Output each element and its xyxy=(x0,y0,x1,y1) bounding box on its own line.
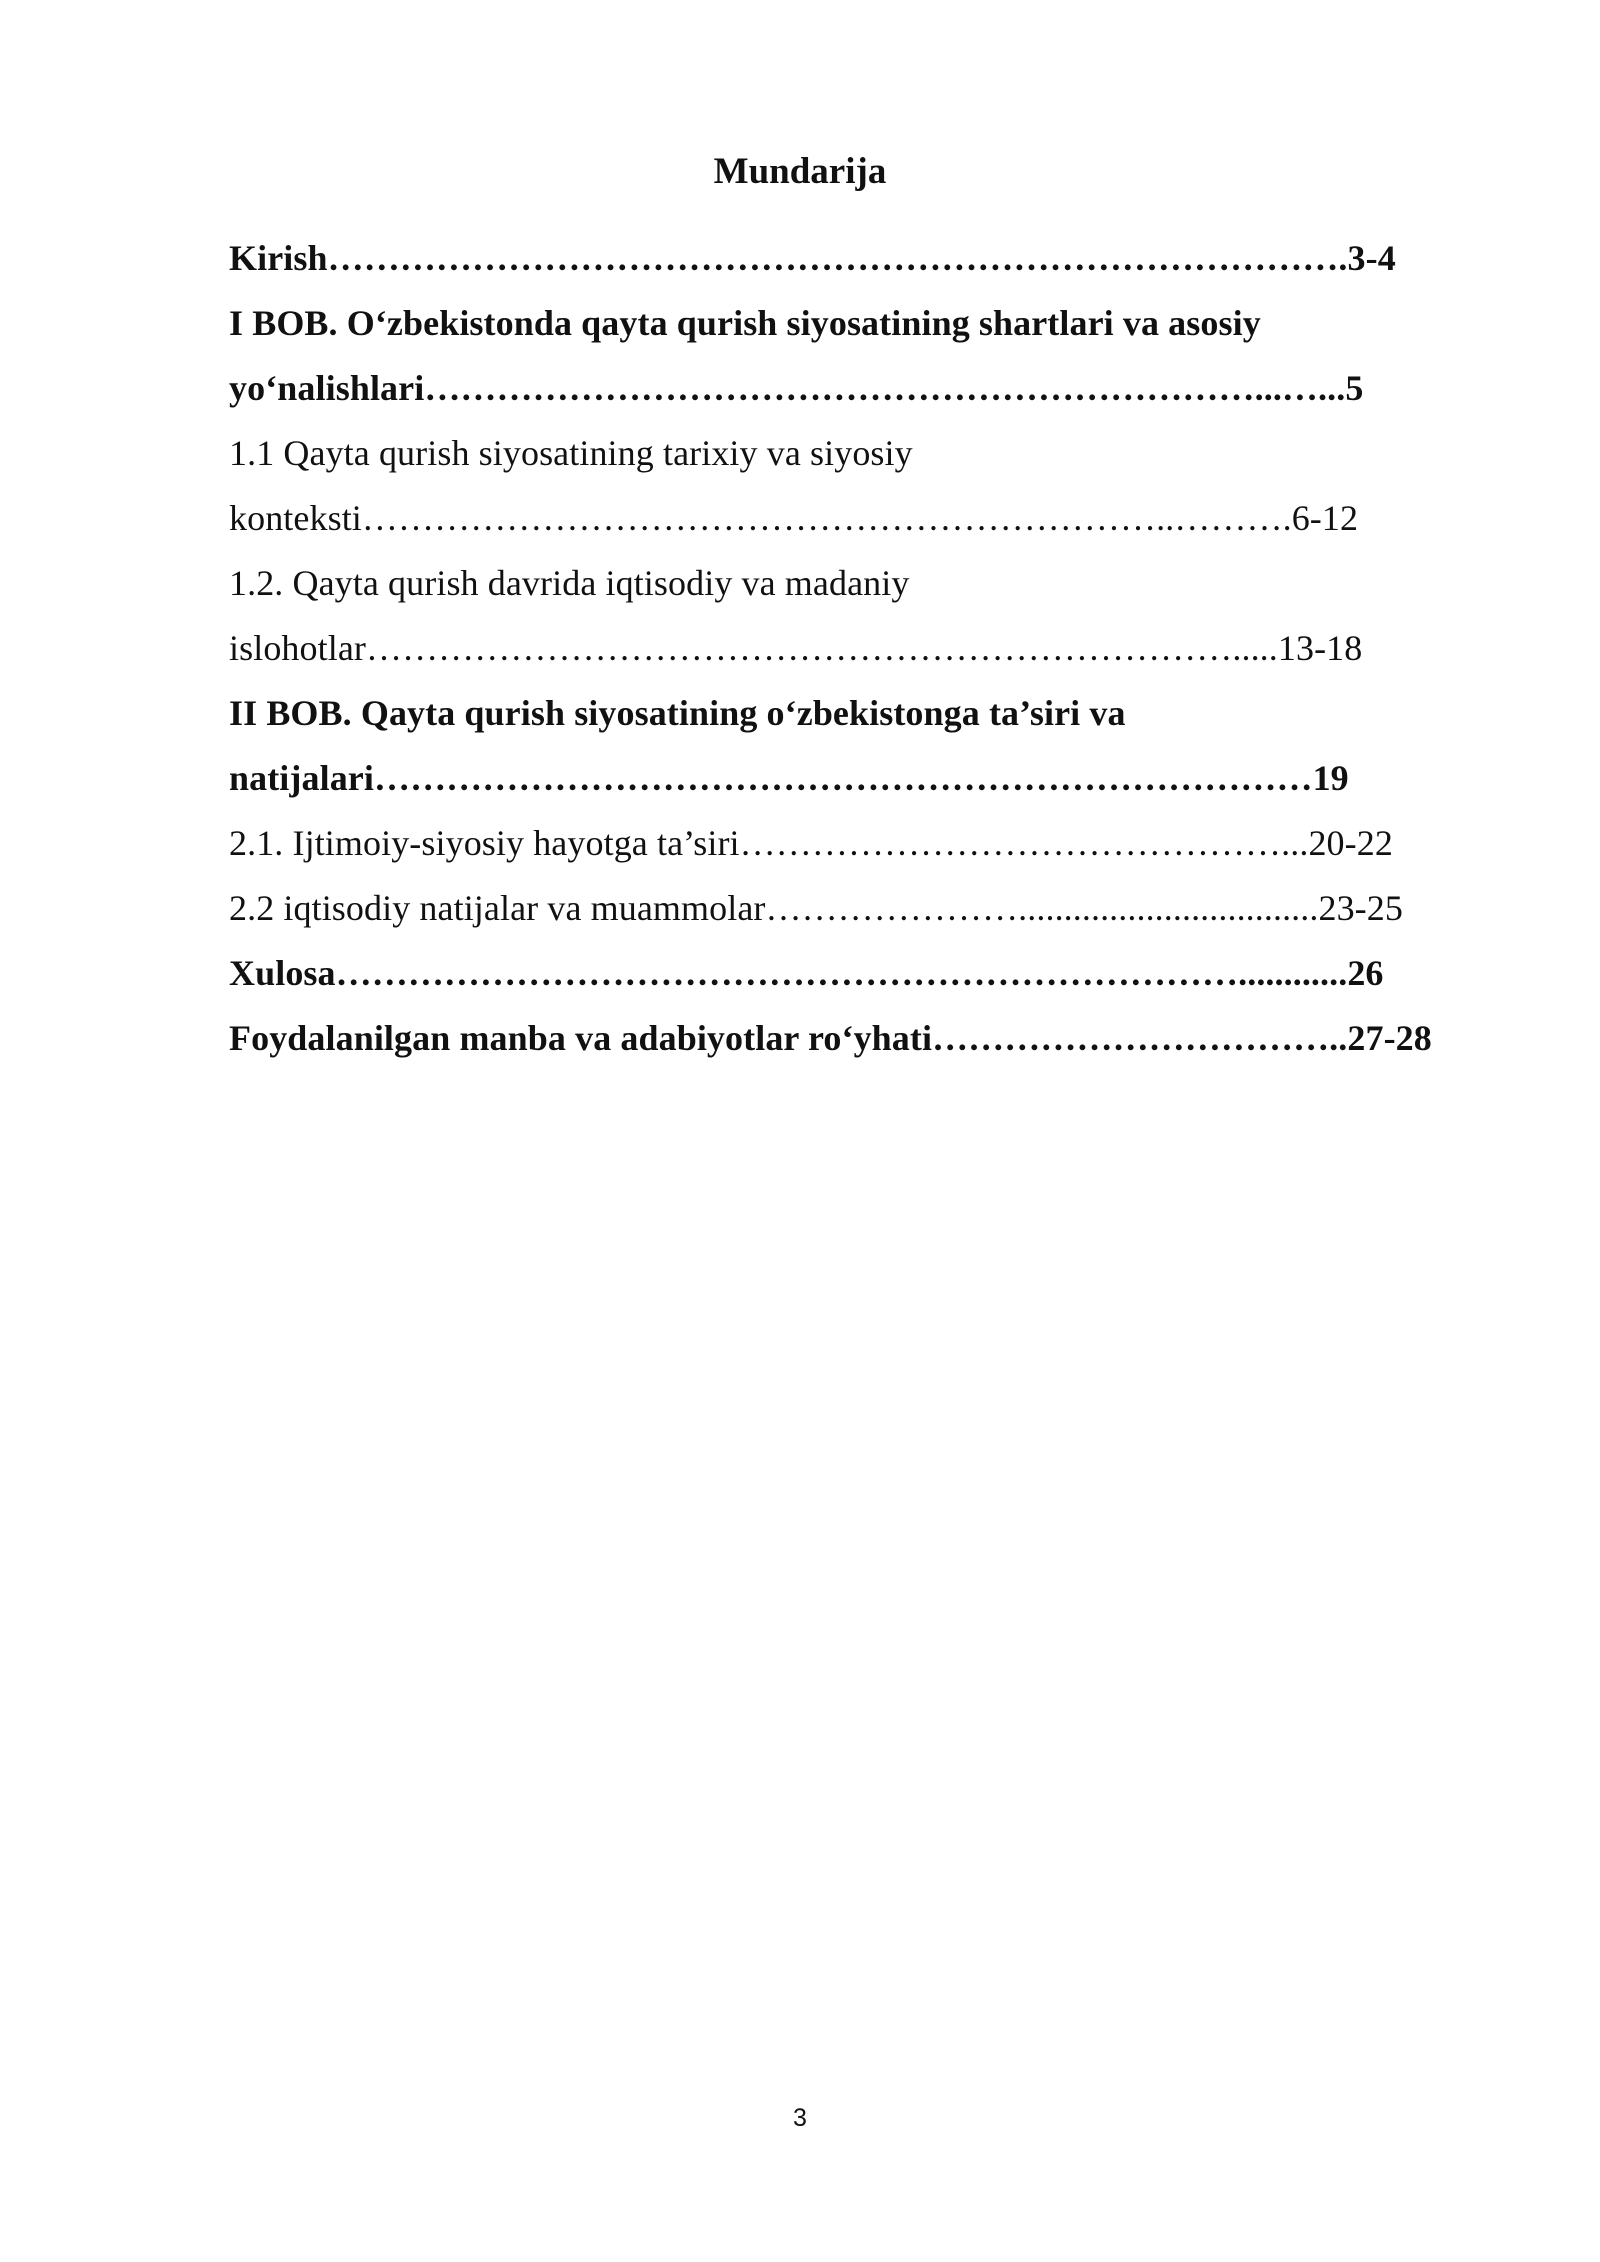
toc-entry-chapter-1-line-2: yo‘nalishlari……………………………………………………………...…...5 xyxy=(229,368,1364,408)
toc-entry-xulosa: Xulosa…………………………………………………………………............26 xyxy=(229,953,1384,993)
toc-entry-section-1-1-line-2: konteksti…………………………………………………………..……….6-12 xyxy=(229,498,1359,538)
page-number: 3 xyxy=(793,2104,807,2132)
toc-entry-chapter-2-line-1: II BOB. Qayta qurish siyosatining o‘zbekistonga ta’siri va xyxy=(229,693,1126,733)
toc-entry-section-1-2-line-1: 1.2. Qayta qurish davrida iqtisodiy va madaniy xyxy=(229,563,910,603)
toc-entry-references: Foydalanilgan manba va adabiyotlar ro‘yhati……………………………..27-28 xyxy=(229,1018,1432,1058)
toc-entry-chapter-1-line-1: I BOB. O‘zbekistonda qayta qurish siyosatining shartlari va asosiy xyxy=(229,303,1261,343)
table-of-contents xyxy=(229,226,1485,1071)
toc-entry-chapter-2-line-2: natijalari……………………………………………………………………19 xyxy=(229,758,1349,798)
toc-entry-section-2-2: 2.2 iqtisodiy natijalar va muammolar………………….................................23-25 xyxy=(229,888,1403,928)
toc-entry-section-2-1: 2.1. Ijtimoiy-siyosiy hayotga ta’siri………………………………………...20-22 xyxy=(229,823,1393,863)
toc-entry-section-1-2-line-2: islohotlar……………………………………………………………….....13-18 xyxy=(229,628,1363,668)
toc-title: Mundarija xyxy=(713,151,887,192)
toc-entry-kirish: Kirish………………………………………………………………………….3-4 xyxy=(229,238,1396,278)
toc-entry-section-1-1-line-1: 1.1 Qayta qurish siyosatining tarixiy va siyosiy xyxy=(229,433,913,473)
